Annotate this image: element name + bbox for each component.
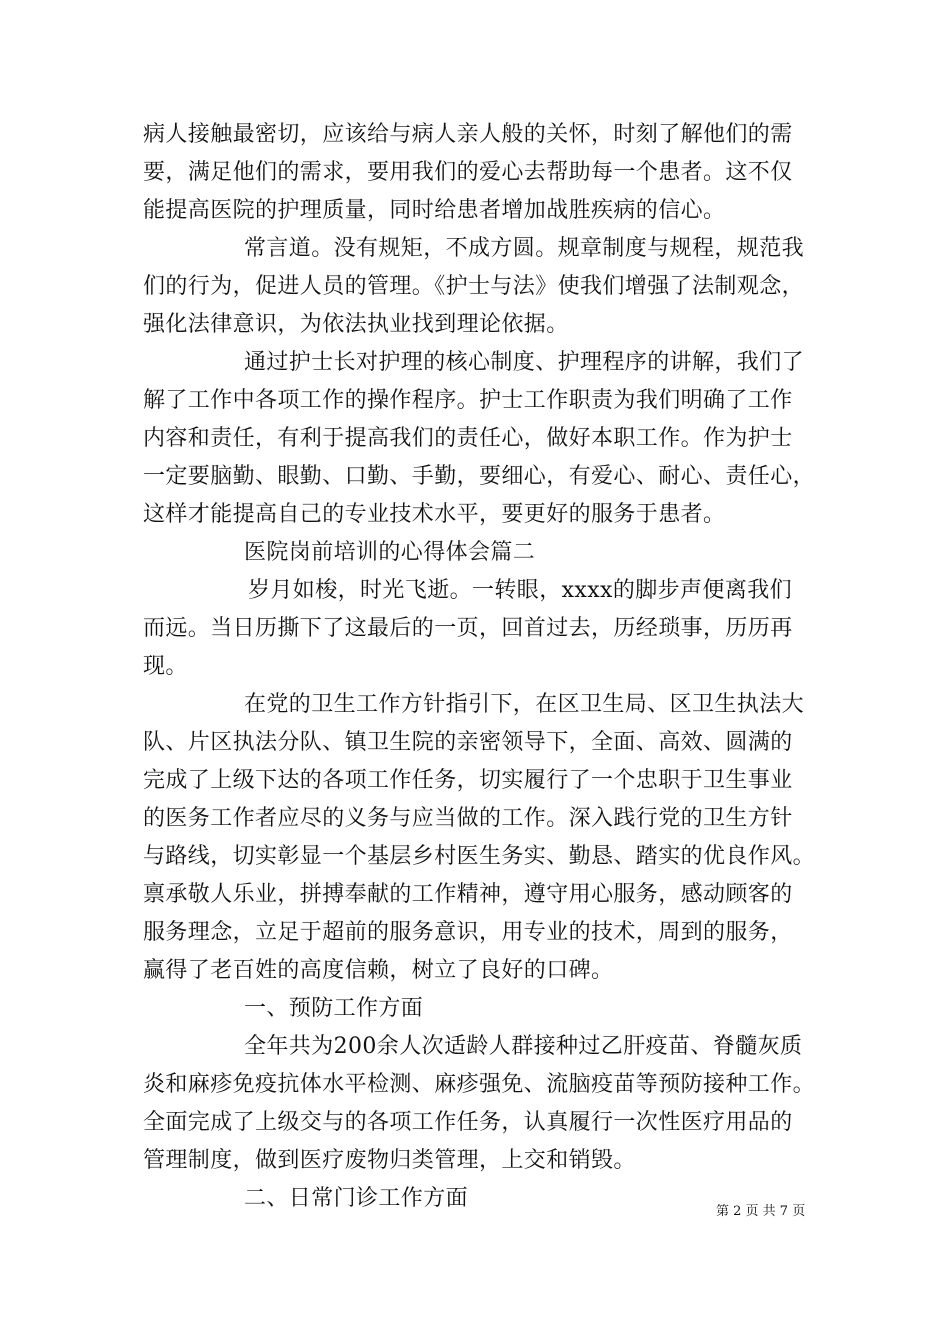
page-number-footer: 第 2 页 共 7 页 — [716, 1204, 806, 1219]
text-line: 强化法律意识，为依法执业找到理论依据。 — [143, 312, 569, 337]
text-line: 而远。当日历撕下了这最后的一页，回首过去，历经琐事，历历再 — [143, 616, 793, 641]
text-line: 与路线，切实彰显一个基层乡村医生务实、勤恳、踏实的优良作风。 — [143, 844, 816, 869]
text-line: 现。 — [143, 654, 188, 679]
text-line: 禀承敬人乐业，拼搏奉献的工作精神，遵守用心服务，感动顾客的 — [143, 882, 793, 907]
section-heading: 一、预防工作方面 — [244, 996, 424, 1021]
text-line: 炎和麻疹免疫抗体水平检测、麻疹强免、流脑疫苗等预防接种工作。 — [143, 1072, 816, 1097]
text-line: 全面完成了上级交与的各项工作任务，认真履行一次性医疗用品的 — [143, 1110, 793, 1135]
text-line: 管理制度，做到医疗废物归类管理，上交和销毁。 — [143, 1148, 636, 1173]
text-line: 在党的卫生工作方针指引下，在区卫生局、区卫生执法大 — [244, 692, 805, 717]
text-line: 这样才能提高自己的专业技术水平，要更好的服务于患者。 — [143, 502, 726, 527]
text-line: 队、片区执法分队、镇卫生院的亲密领导下，全面、高效、圆满的 — [143, 730, 793, 755]
text-line: 一定要脑勤、眼勤、口勤、手勤，要细心，有爱心、耐心、责任心， — [143, 464, 816, 489]
text-line: 通过护士长对护理的核心制度、护理程序的讲解，我们了 — [244, 350, 805, 375]
text-line: 内容和责任，有利于提高我们的责任心，做好本职工作。作为护士 — [143, 426, 793, 451]
text-line: 赢得了老百姓的高度信赖，树立了良好的口碑。 — [143, 958, 614, 983]
text-line: 们的行为，促进人员的管理。《护士与法》使我们增强了法制观念， — [143, 274, 805, 299]
text-line: 解了工作中各项工作的操作程序。护士工作职责为我们明确了工作 — [143, 388, 793, 413]
text-line: 全年共为200余人次适龄人群接种过乙肝疫苗、脊髓灰质 — [244, 1034, 803, 1059]
text-line: 常言道。没有规矩，不成方圆。规章制度与规程，规范我 — [244, 236, 805, 261]
text-line: 服务理念，立足于超前的服务意识，用专业的技术，周到的服务， — [143, 920, 793, 945]
section-heading: 二、日常门诊工作方面 — [244, 1186, 469, 1211]
text-line: 完成了上级下达的各项工作任务，切实履行了一个忠职于卫生事业 — [143, 768, 793, 793]
text-line: 能提高医院的护理质量，同时给患者增加战胜疾病的信心。 — [143, 198, 726, 223]
text-line: 要，满足他们的需求，要用我们的爱心去帮助每一个患者。这不仅 — [143, 160, 793, 185]
text-line: 病人接触最密切，应该给与病人亲人般的关怀，时刻了解他们的需 — [143, 122, 793, 147]
section-heading: 医院岗前培训的心得体会篇二 — [244, 540, 536, 565]
text-line: 的医务工作者应尽的义务与应当做的工作。深入践行党的卫生方针 — [143, 806, 793, 831]
text-line: 岁月如梭，时光飞逝。一转眼，xxxx的脚步声便离我们 — [248, 578, 793, 603]
